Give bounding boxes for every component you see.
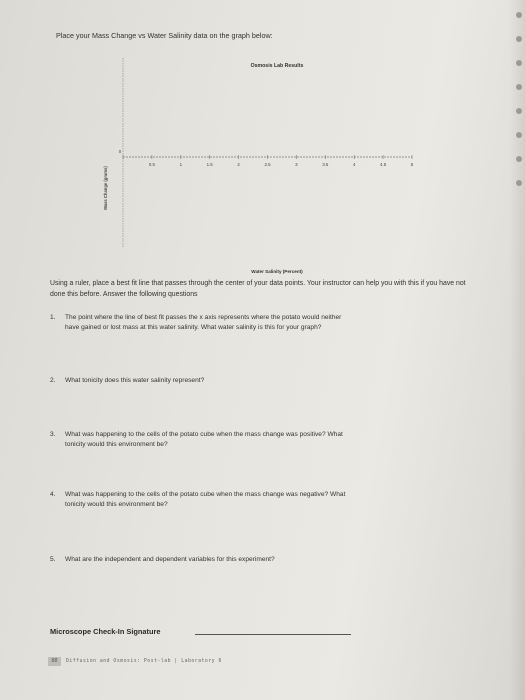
x-tick-label: 4.5 xyxy=(380,162,387,167)
page-edge-shadow xyxy=(509,0,525,700)
question-text: have gained or lost mass at this water salinity. What water salinity is this for your graph? xyxy=(65,324,322,331)
y-axis-label: Mass Change (grams) xyxy=(103,166,108,210)
question-number: 2. xyxy=(50,377,56,384)
page-number: 88 xyxy=(48,657,61,666)
question-text: tonicity would this environment be? xyxy=(65,501,168,508)
x-tick-labels xyxy=(119,149,414,167)
question-text: What was happening to the cells of the potato cube when the mass change was positive? What xyxy=(65,431,343,438)
x-axis-label: Water Salinity (Percent) xyxy=(251,269,303,274)
binder-ring xyxy=(516,36,522,42)
signature-line[interactable] xyxy=(195,634,351,635)
question-number: 3. xyxy=(50,431,56,438)
graph-instruction: Place your Mass Change vs Water Salinity data on the graph below: xyxy=(56,31,273,40)
x-tick-label: 0.5 xyxy=(148,162,155,167)
binder-ring xyxy=(516,180,522,186)
binder-ring xyxy=(516,108,522,114)
chart-svg xyxy=(60,50,480,280)
binder-ring xyxy=(516,60,522,66)
x-tick-label: 2 xyxy=(237,162,240,167)
x-tick-label: 5 xyxy=(410,162,414,167)
question-number: 4. xyxy=(50,491,56,498)
signature-label: Microscope Check-In Signature xyxy=(50,627,161,636)
x-tick-label: 4 xyxy=(352,162,356,167)
question-text: tonicity would this environment be? xyxy=(65,441,168,448)
x-tick-label: 0 xyxy=(118,149,122,154)
osmosis-chart xyxy=(60,50,480,280)
binder-ring xyxy=(516,132,522,138)
question-text: What tonicity does this water salinity represent? xyxy=(65,377,205,384)
binder-ring xyxy=(516,84,522,90)
chart-title: Osmosis Lab Results xyxy=(250,63,304,69)
x-tick-label: 2.5 xyxy=(264,162,271,167)
binder-ring xyxy=(516,12,522,18)
x-tick-label: 3.5 xyxy=(322,162,329,167)
footer-text: Diffusion and Osmosis: Post-lab | Laboratory 6 xyxy=(66,659,222,664)
question-number: 1. xyxy=(50,314,56,321)
question-text: The point where the line of best fit passes the x axis represents where the potato would neither xyxy=(65,314,342,321)
x-tick-label: 1 xyxy=(179,162,183,167)
best-fit-instructions: Using a ruler, place a best fit line that passes through the center of your data points. Your instructor can help you with this if you have not done this before. Answer the following questions xyxy=(50,280,466,298)
x-tick-label: 3 xyxy=(295,162,298,167)
x-tick-label: 1.5 xyxy=(206,162,213,167)
question-number: 5. xyxy=(50,556,56,563)
question-text: What was happening to the cells of the potato cube when the mass change was negative? What xyxy=(65,491,346,498)
question-text: What are the independent and dependent variables for this experiment? xyxy=(65,556,275,563)
binder-ring xyxy=(516,156,522,162)
